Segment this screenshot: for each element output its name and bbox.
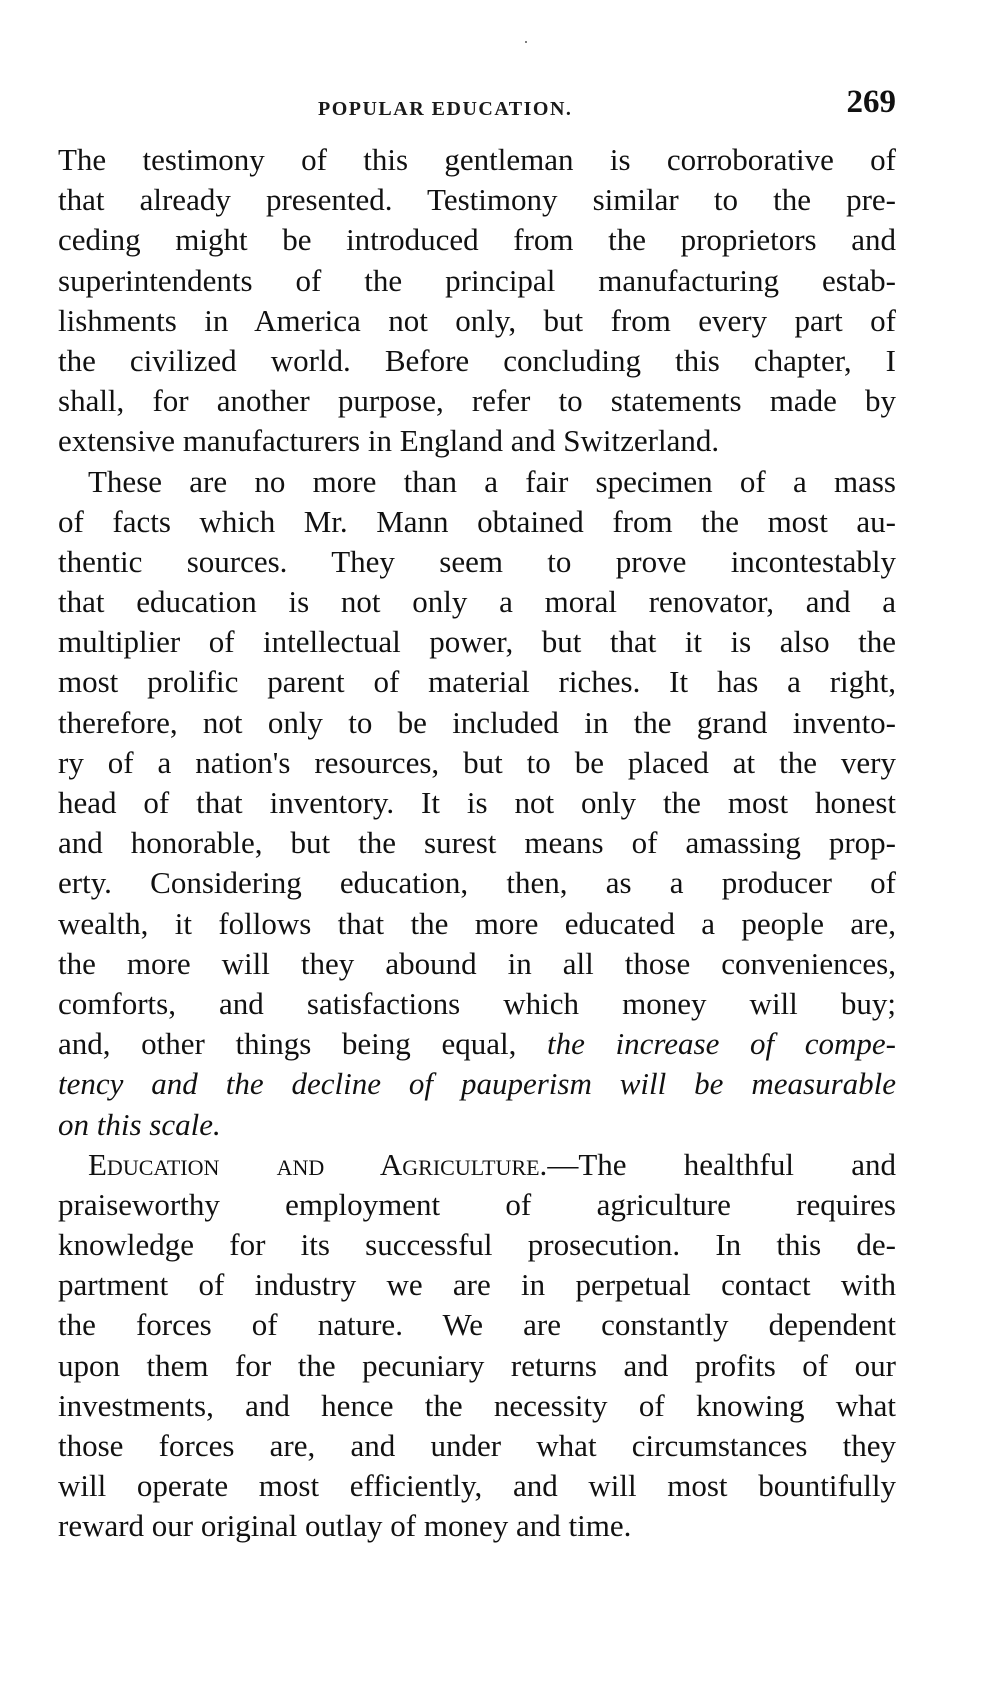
italic-run: on this scale. xyxy=(58,1106,221,1142)
italic-run: tency and the decline of pauperism will be measurable xyxy=(58,1066,896,1102)
paper-speck xyxy=(525,41,527,43)
text-line: superintendents of the principal manufacturing estab- xyxy=(58,262,896,298)
text-line-heading xyxy=(58,1145,896,1185)
text-line: will operate most efficiently, and will most bountifully xyxy=(58,1468,896,1504)
text-line: upon them for the pecuniary returns and profits of our xyxy=(58,1347,896,1383)
text-line: lishments in America not only, but from every part of xyxy=(58,302,896,338)
text-line: and honorable, but the surest means of amassing prop- xyxy=(58,825,896,861)
text-line: multiplier of intellectual power, but that it is also the xyxy=(58,624,896,660)
text-line: knowledge for its successful prosecution. In this de- xyxy=(58,1227,896,1263)
text-line: shall, for another purpose, refer to statements made by xyxy=(58,383,896,419)
text-line: praiseworthy employment of agriculture requires xyxy=(58,1186,896,1222)
text-line: the forces of nature. We are constantly dependent xyxy=(58,1307,896,1343)
section-heading: Education and Agriculture. xyxy=(88,1146,548,1182)
text-line: the more will they abound in all those conveniences, xyxy=(58,945,896,981)
body-text xyxy=(58,140,896,1547)
text-line: the civilized world. Before concluding this chapter, I xyxy=(58,342,896,378)
text-line: thentic sources. They seem to prove incontestably xyxy=(58,543,896,579)
text-line: extensive manufacturers in England and Switzerland. xyxy=(58,423,720,459)
text-line: investments, and hence the necessity of knowing what xyxy=(58,1387,896,1423)
text-line: therefore, not only to be included in the grand invento- xyxy=(58,704,896,740)
text-line: ceding might be introduced from the proprietors and xyxy=(58,222,896,258)
running-title: POPULAR EDUCATION. xyxy=(318,98,573,120)
text-line: ry of a nation's resources, but to be placed at the very xyxy=(58,744,896,780)
text-run: and, other things being equal, xyxy=(58,1026,547,1062)
text-line: comforts, and satisfactions which money will buy; xyxy=(58,985,896,1021)
text-line: head of that inventory. It is not only the most honest xyxy=(58,785,896,820)
text-line: wealth, it follows that the more educated a people are, xyxy=(58,905,896,941)
page-number: 269 xyxy=(846,84,896,120)
text-line: erty. Considering education, then, as a producer of xyxy=(58,865,896,901)
text-line: that education is not only a moral renovator, and a xyxy=(58,584,896,620)
text-line: partment of industry we are in perpetual contact with xyxy=(58,1267,896,1303)
text-line: that already presented. Testimony similar to the pre- xyxy=(58,182,896,218)
text-line xyxy=(58,1105,896,1145)
text-line: most prolific parent of material riches. It has a right, xyxy=(58,664,896,700)
italic-run: the increase of compe- xyxy=(546,1026,896,1062)
text-line-mixed xyxy=(58,1024,896,1064)
text-line: These are no more than a fair specimen of a mass xyxy=(88,463,896,499)
text-line: The testimony of this gentleman is corroborative of xyxy=(58,142,896,177)
text-line: reward our original outlay of money and time. xyxy=(58,1508,632,1544)
text-line: those forces are, and under what circumstances they xyxy=(58,1428,896,1463)
running-head xyxy=(58,84,896,134)
text-line xyxy=(58,1064,896,1104)
text-run: —The healthful and xyxy=(547,1146,896,1182)
text-line: of facts which Mr. Mann obtained from the most au- xyxy=(58,503,896,539)
